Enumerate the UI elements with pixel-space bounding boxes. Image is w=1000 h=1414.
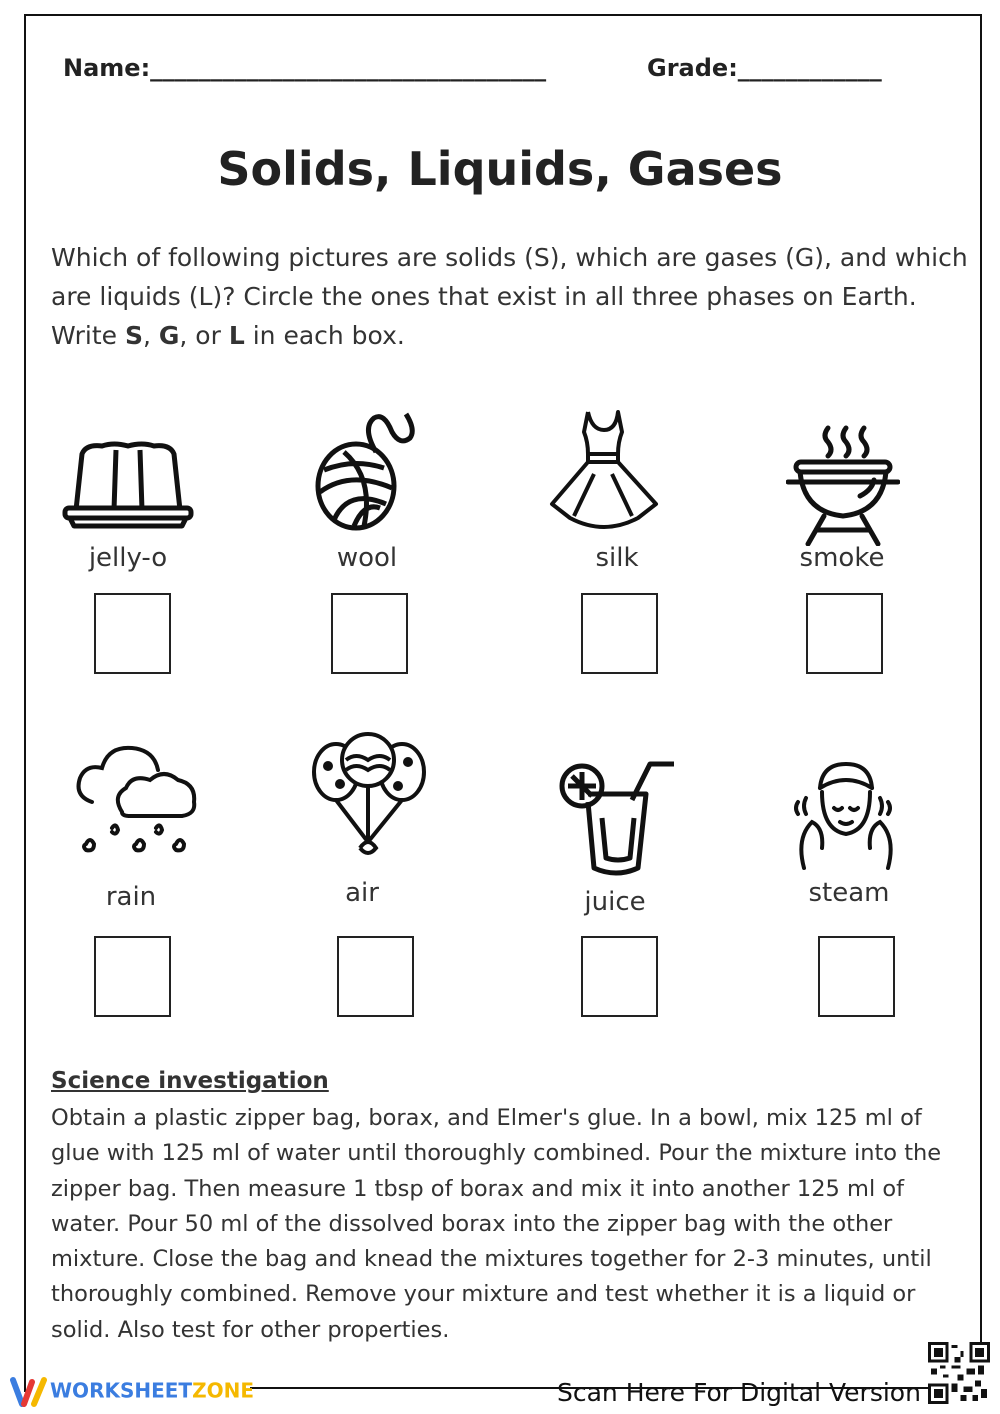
scan-text: Scan Here For Digital Version [557, 1378, 921, 1407]
instr-g: G [158, 321, 180, 350]
item-label-silk: silk [595, 543, 639, 573]
balloons-icon [310, 732, 428, 858]
item-label-wool: wool [336, 543, 398, 573]
yarn-ball-icon [314, 408, 424, 532]
answer-box-rain[interactable] [94, 936, 171, 1017]
jelly-mold-icon [62, 440, 194, 530]
page-title: Solids, Liquids, Gases [217, 142, 783, 196]
answer-box-jelly-o[interactable] [94, 593, 171, 674]
instr-or: , or [179, 321, 229, 350]
instr-comma: , [142, 321, 159, 350]
instr-end: in each box. [244, 321, 405, 350]
worksheetzone-logo [10, 1376, 254, 1408]
dress-icon [548, 408, 660, 530]
name-field[interactable]: Name:_________________________________ [63, 54, 547, 82]
grill-icon [786, 424, 900, 546]
item-label-steam: steam [808, 878, 890, 908]
item-label-smoke: smoke [799, 543, 885, 573]
instructions [51, 238, 981, 355]
rain-cloud-icon [72, 740, 200, 866]
science-body: Obtain a plastic zipper bag, borax, and Elmer's glue. In a bowl, mix 125 ml of glue with 125 ml of water until thoroughly combined. Pour the mixture into the zipper bag. Then measure 1 tbsp of borax and mix it into another 125 ml of water. Pour 50 ml of the dissolved borax into the zipper bag with the other mixture. Close the bag and knead the mixtures together for 2-3 minutes, until thoroughly combined. Remove your mixture and test whether it is a liquid or solid. Also test for other properties. [51, 1105, 942, 1343]
answer-box-juice[interactable] [581, 936, 658, 1017]
item-label-rain: rain [105, 882, 157, 912]
item-label-air: air [345, 878, 379, 908]
answer-box-air[interactable] [337, 936, 414, 1017]
instr-l: L [228, 321, 245, 350]
logo-w-icon [10, 1376, 50, 1408]
answer-box-silk[interactable] [581, 593, 658, 674]
instr-s: S [124, 321, 143, 350]
answer-box-smoke[interactable] [806, 593, 883, 674]
instr-write: Write [51, 321, 125, 350]
juice-glass-icon [558, 758, 678, 878]
answer-box-wool[interactable] [331, 593, 408, 674]
logo-text-worksheet: WORKSHEET [50, 1378, 193, 1403]
grade-field[interactable]: Grade:____________ [647, 54, 882, 82]
instructions-text: Which of following pictures are solids (S), which are gases (G), and which are liquids (L)? Circle the ones that exist in all three phases on Earth. [51, 243, 968, 311]
qr-code-icon[interactable] [928, 1342, 990, 1404]
science-heading: Science investigation [51, 1068, 329, 1094]
item-label-jelly-o: jelly-o [88, 543, 168, 573]
logo-text-zone: ZONE [192, 1378, 254, 1403]
item-label-juice: juice [584, 887, 646, 917]
answer-box-steam[interactable] [818, 936, 895, 1017]
steam-face-icon [792, 758, 898, 878]
